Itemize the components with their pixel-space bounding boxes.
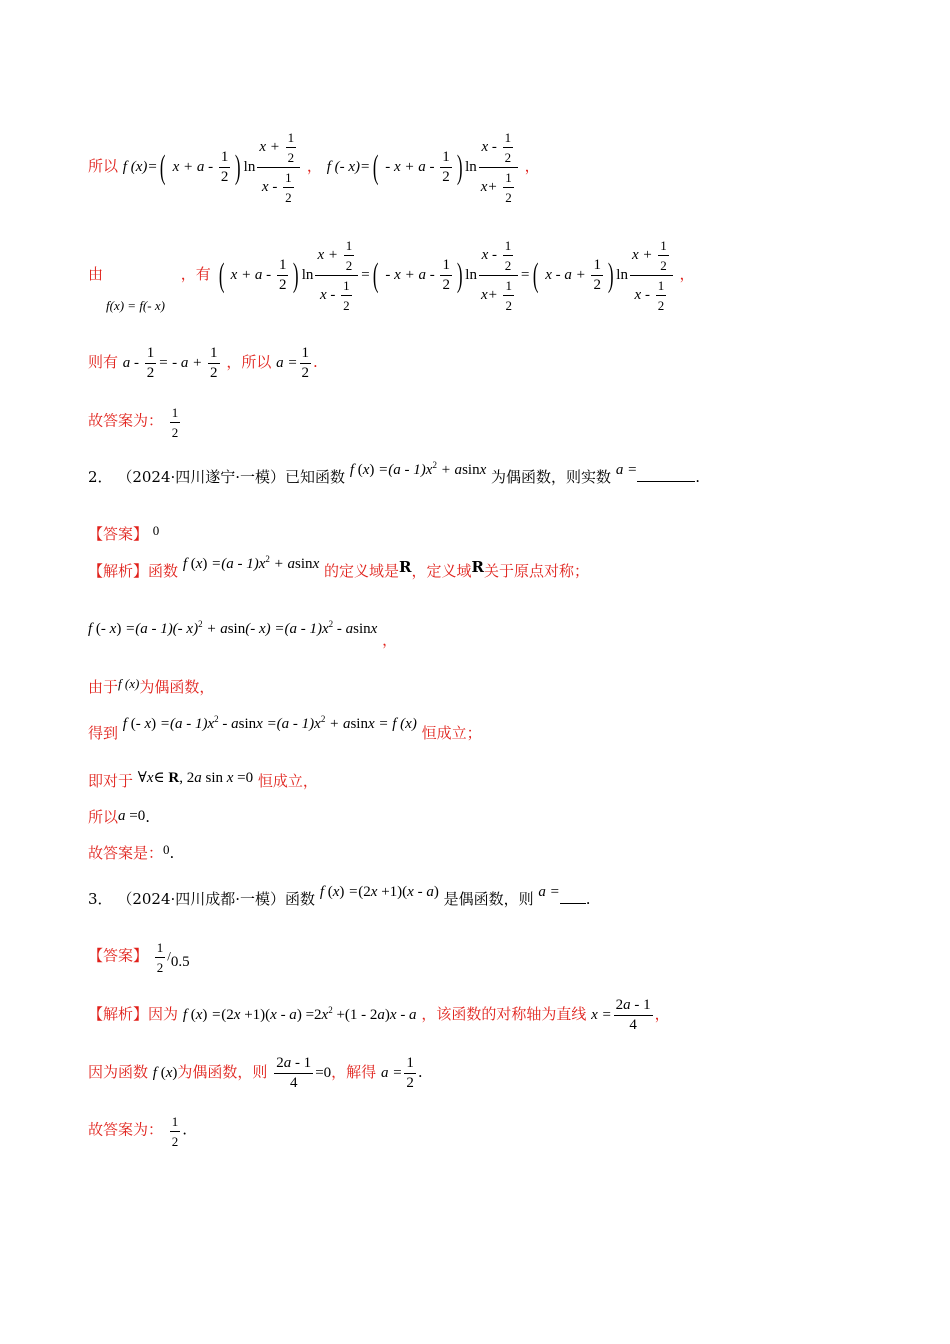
q3-analysis-1: 【解析】因为 f $(x) =(2x +1)(x - a) =2x^2 +(1 - 2a)x - a$ ，该函数的对称轴为直线 x = $\frac{2a - 1}{4}$ ，: [88, 997, 670, 1033]
formula-f-x: f (x)=( x + a - $\frac{1}{2}$ ) ln x + $\frac{1}{2}$ x - $\frac{1}{2}$: [123, 159, 302, 175]
solution-line-1: 所以 f (x)=( x + a - $\frac{1}{2}$ ) ln x + $\frac{1}{2}$ x - $\frac{1}{2}$ ， f (- x)=( - x + a - $\frac{1}{2}$ ) ln x - $\frac{1}{2}$ x+ $\frac{1}{2}$ ，: [88, 130, 540, 205]
q2-analysis-3: 由于f (x)为偶函数，: [88, 676, 215, 696]
question-3: 3． （2024·四川成都·一模）函数 f (x) =(2x +1)(x - a) 是偶函数，则 a = .: [88, 884, 591, 908]
answer-blank-3: [560, 903, 586, 904]
q3-answer: 【答案】 $\frac{1}{2}$ /0.5: [88, 940, 190, 975]
q2-answer: 【答案】 0: [88, 523, 160, 543]
solution-line-2: 由 f(x) = f(- x) ，有 ( x + a - $\frac{1}{2}$ ) ln x + $\frac{1}{2}$ x - $\frac{1}{2}$ =( - x + a - $\frac{1}{2}$ ) ln x - $\frac{1}{2}$ x+ $\frac{1}{2}$ =( x - a + $\frac{1}{2}$ ) ln x + $\frac{1}{2}$ x - $\frac{1}{2}$ ，: [88, 238, 695, 313]
solution-line-3: 则有 a - $\frac{1}{2}$ = - a + $\frac{1}{2}$ ，所以 a = $\frac{1}{2}$ .: [88, 345, 318, 381]
text-prefix: 所以: [88, 156, 119, 175]
formula-f-neg-x: f (- x)=( - x + a - $\frac{1}{2}$ ) ln x - $\frac{1}{2}$ x+ $\frac{1}{2}$: [327, 159, 520, 175]
q3-analysis-3: 故答案为： $\frac{1}{2}$ .: [88, 1114, 188, 1149]
condition-formula: f(x) = f(- x): [106, 298, 165, 313]
q3-analysis-2: 因为函数 f (x)为偶函数，则 $\frac{2a - 1}{4}$ =0，解得 a = $\frac{1}{2}$ .: [88, 1055, 423, 1091]
answer-blank: [637, 481, 695, 482]
q2-analysis-1: 【解析】函数 f $(x) =(a - 1)x^2 + asinx$ 的定义域是R，定义域R关于原点对称；: [88, 554, 589, 580]
q2-analysis-6: 所以a =0.: [88, 808, 151, 826]
equation-chain: ( x + a - $\frac{1}{2}$ ) ln x + $\frac{1}{2}$ x - $\frac{1}{2}$ =( - x + a - $\frac{1}{2}$ ) ln x - $\frac{1}{2}$ x+ $\frac{1}{2}$ =( x - a + $\frac{1}{2}$ ) ln x + $\frac{1}{2}$ x - $\frac{1}{2}$: [216, 267, 675, 283]
q2-analysis-4: 得到 f (- $x) =(a - 1)x^2 - asinx =(a - 1)x^2 + asinx = f$ (x) 恒成立；: [88, 714, 482, 742]
q2-analysis-2: f (- x) =(a - 1)(- x)$^2$ + asin(- $x) =(a - 1)x^2 - asinx$ ，: [88, 619, 398, 649]
question-2: 2． （2024·四川遂宁·一模）已知函数 f $(x) =(a - 1)x^2 + asinx$ 为偶函数，则实数 a = .: [88, 460, 700, 486]
q2-analysis-7: 故答案是：0.: [88, 842, 175, 862]
q2-analysis-5: 即对于 ∀x∈ R, 2a sin x =0 恒成立，: [88, 770, 318, 790]
answer-line-1: 故答案为： $\frac{1}{2}$: [88, 405, 179, 440]
